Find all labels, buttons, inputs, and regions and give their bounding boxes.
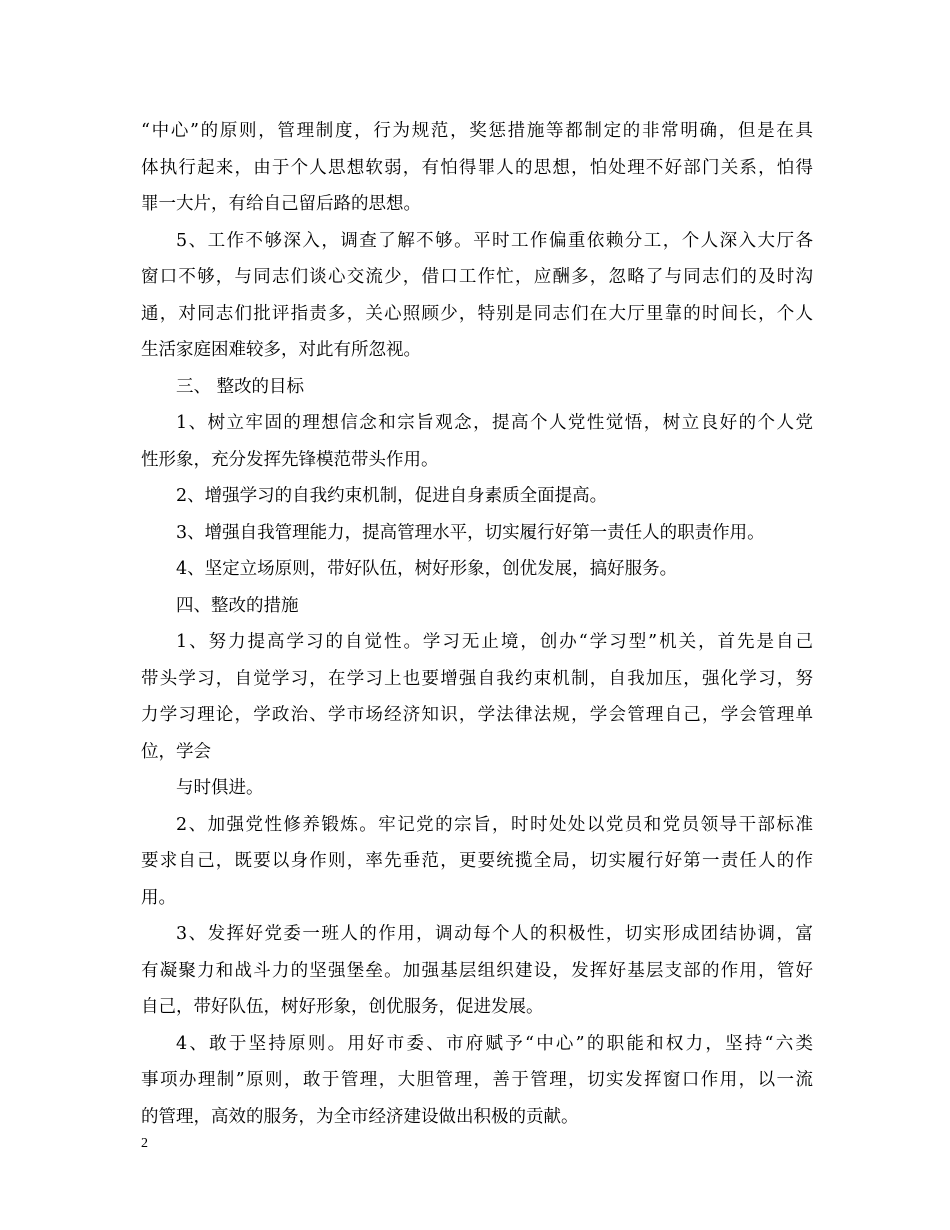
text-line: 通，对同志们批评指责多，关心照顾少，特别是同志们在大厅里靠的时间长，个人: [141, 303, 813, 324]
text-line: 位，学会: [141, 741, 211, 762]
text-line: 力学习理论，学政治、学市场经济知识，学法律法规，学会管理自己，学会管理单: [141, 705, 813, 725]
text-line: 带头学习，自觉学习，在学习上也要增强自我约束机制，自我加压，强化学习，努: [141, 668, 813, 689]
text-line: 四、整改的措施: [176, 595, 299, 616]
text-line: 1、努力提高学习的自觉性。学习无止境，创办“学习型”机关，首先是自己: [176, 632, 813, 652]
text-line: 2、加强党性修养锻炼。牢记党的宗旨，时时处处以党员和党员领导干部标准: [176, 814, 813, 835]
text-line: 1、树立牢固的理想信念和宗旨观念，提高个人党性觉悟，树立良好的个人党: [176, 413, 813, 433]
text-line: “中心”的原则，管理制度，行为规范，奖惩措施等都制定的非常明确，但是在具: [141, 121, 813, 141]
text-line: 体执行起来，由于个人思想软弱，有怕得罪人的思想，怕处理不好部门关系，怕得: [141, 157, 813, 178]
text-line: 4、坚定立场原则，带好队伍，树好形象，创优发展，搞好服务。: [176, 559, 678, 579]
text-line: 3、发挥好党委一班人的作用，调动每个人的积极性，切实形成团结协调，富: [176, 924, 813, 944]
text-line: 的管理，高效的服务，为全市经济建设做出积极的贡献。: [141, 1106, 579, 1127]
text-line: 事项办理制”原则，敢于管理，大胆管理，善于管理，切实发挥窗口作用，以一流: [141, 1070, 813, 1090]
page-number: 2: [141, 1136, 148, 1151]
document-body: [141, 113, 813, 1135]
text-line: 三、 整改的目标: [176, 376, 305, 397]
text-line: 生活家庭困难较多，对此有所忽视。: [141, 340, 421, 360]
text-line: 要求自己，既要以身作则，率先垂范，更要统揽全局，切实履行好第一责任人的作: [141, 851, 813, 871]
text-line: 3、增强自我管理能力，提高管理水平，切实履行好第一责任人的职责作用。: [176, 522, 765, 543]
text-line: 4、敢于坚持原则。用好市委、市府赋予“中心”的职能和权力，坚持“六类: [176, 1033, 813, 1054]
text-line: 窗口不够，与同志们谈心交流少，借口工作忙，应酬多，忽略了与同志们的及时沟: [141, 267, 813, 287]
text-line: 用。: [141, 887, 176, 908]
text-line: 罪一大片，有给自己留后路的思想。: [141, 194, 421, 214]
text-line: 5、工作不够深入，调查了解不够。平时工作偏重依赖分工，个人深入大厅各: [176, 230, 813, 251]
text-line: 与时俱进。: [176, 778, 264, 798]
text-line: 性形象，充分发挥先锋模范带头作用。: [141, 449, 439, 470]
text-line: 2、增强学习的自我约束机制，促进自身素质全面提高。: [176, 486, 608, 506]
text-line: 自己，带好队伍，树好形象，创优服务，促进发展。: [141, 997, 544, 1017]
text-line: 有凝聚力和战斗力的坚强堡垒。加强基层组织建设，发挥好基层支部的作用，管好: [141, 960, 813, 981]
